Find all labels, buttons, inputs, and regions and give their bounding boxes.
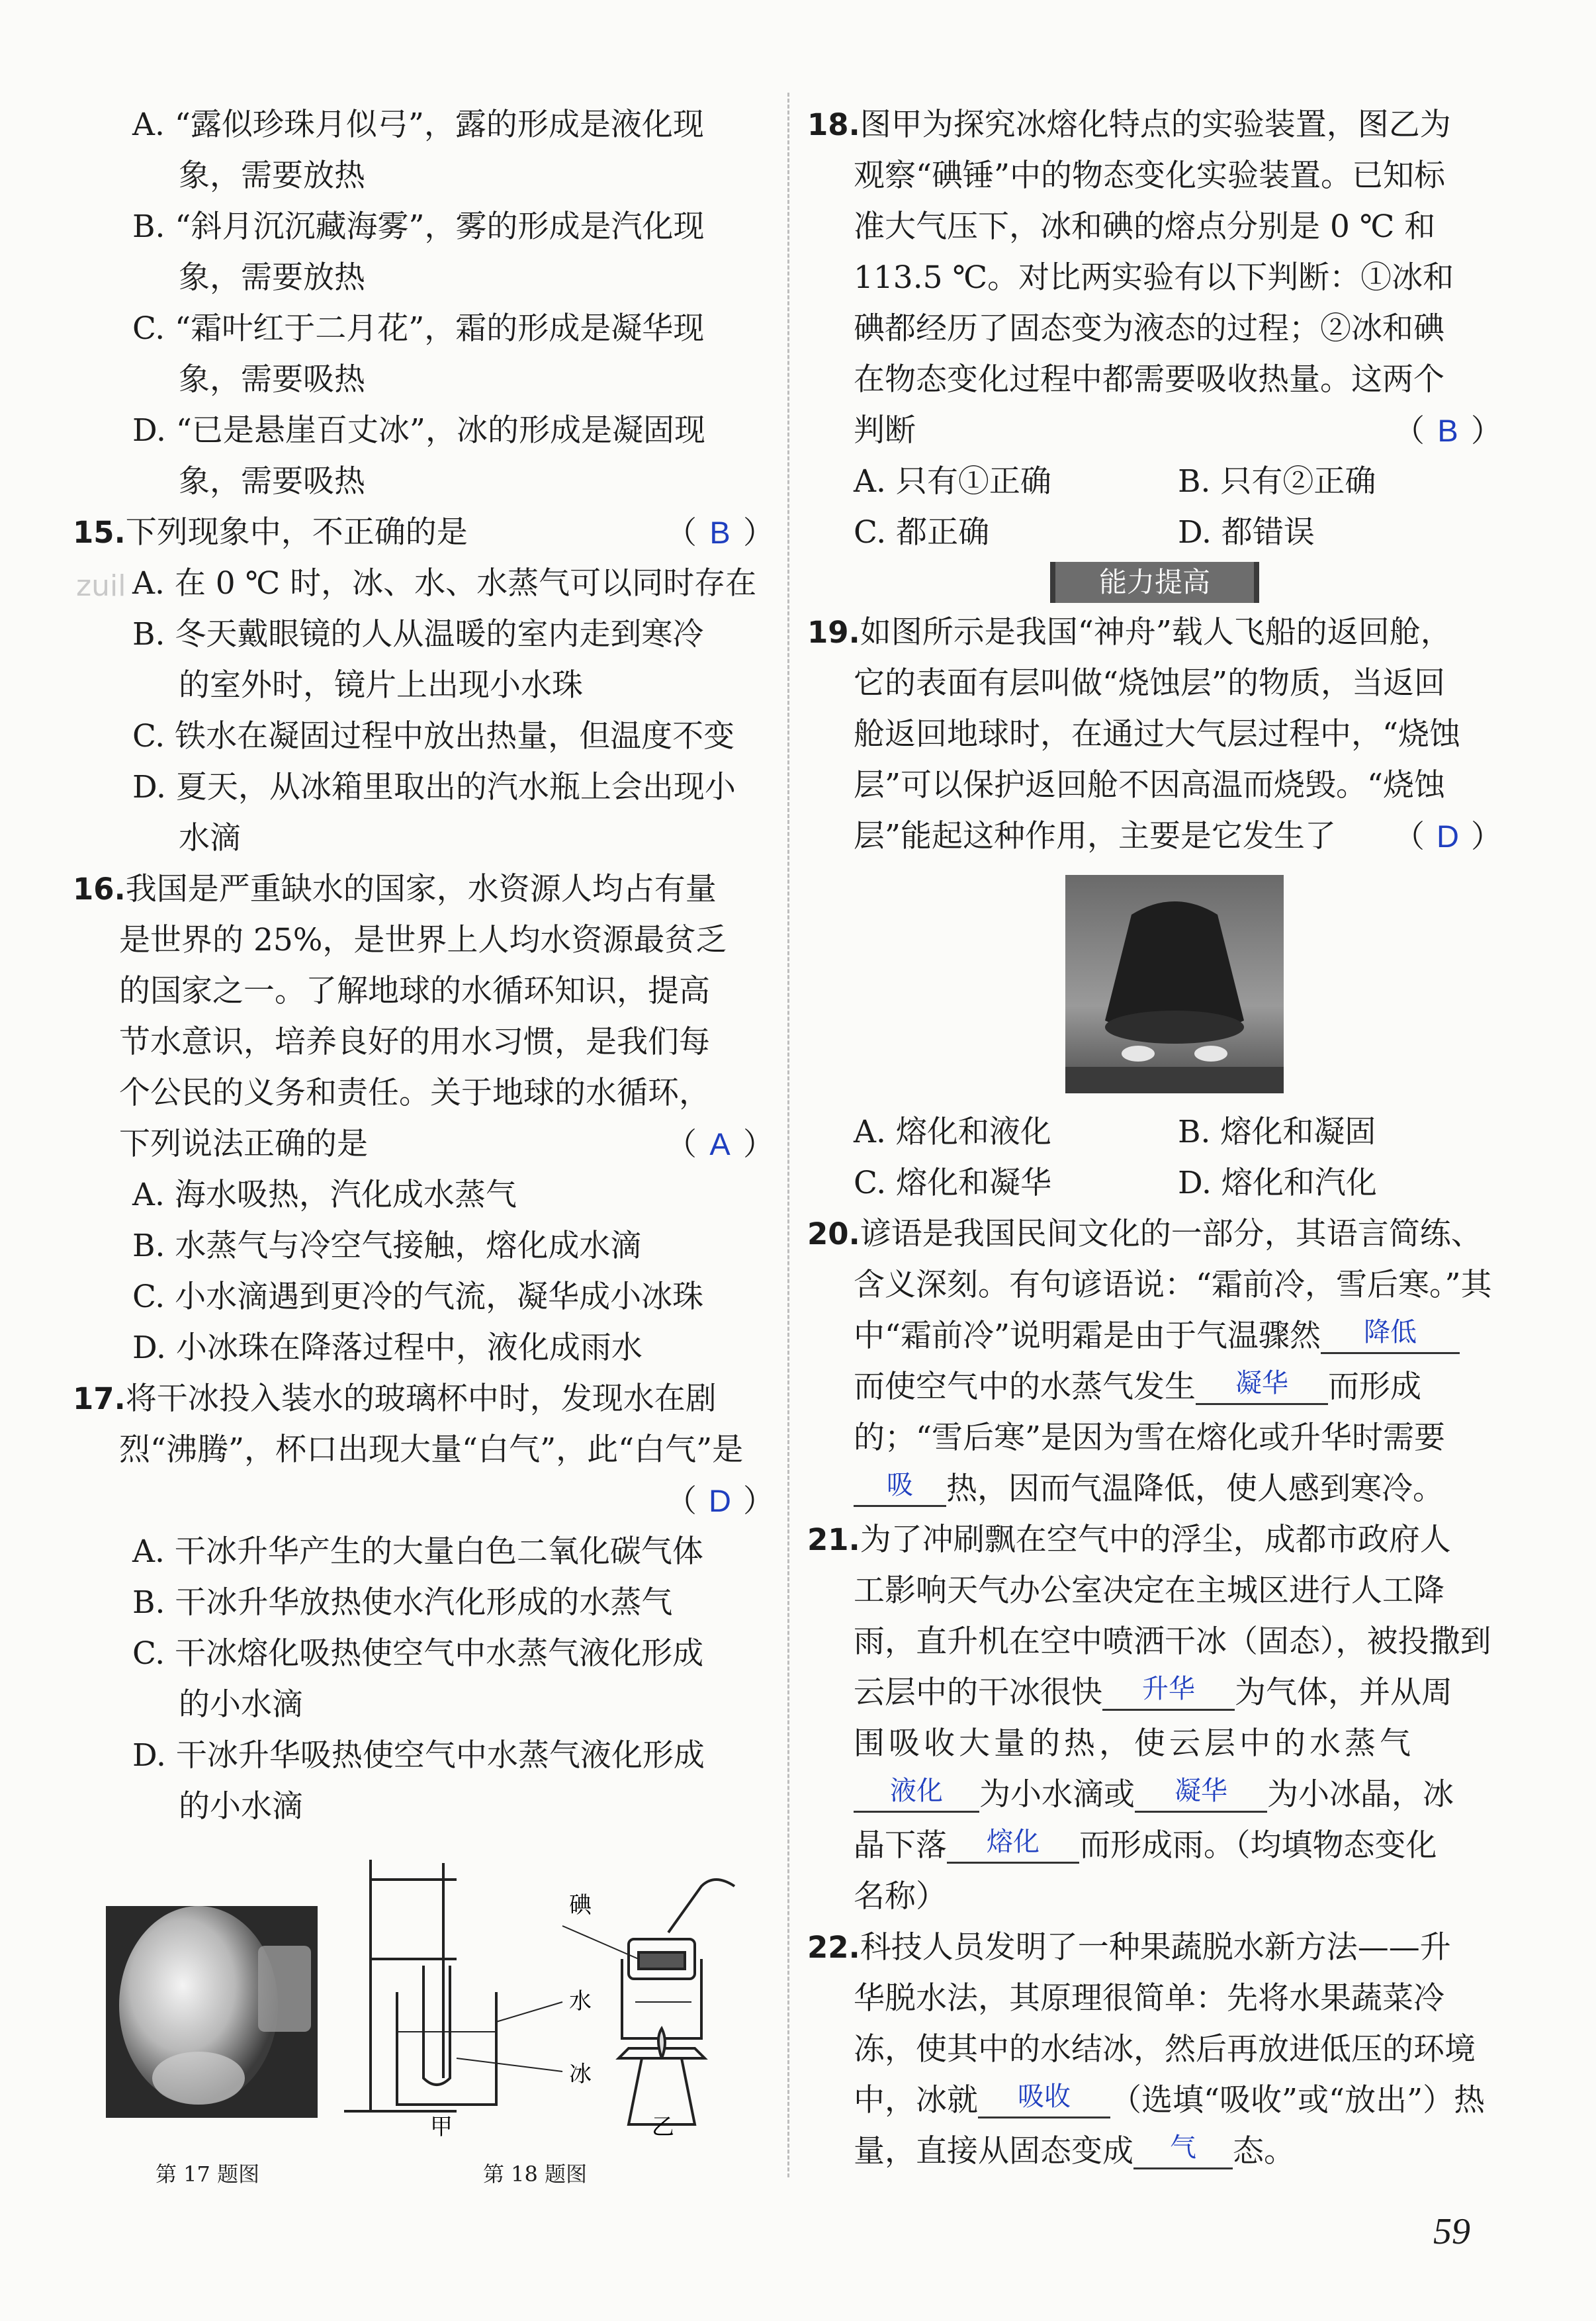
left-column bbox=[73, 99, 774, 1832]
q15-answer: （ B ） bbox=[666, 515, 774, 551]
q22-blank-2: 气 bbox=[1133, 2128, 1233, 2169]
question-18: 18.图甲为探究冰熔化特点的实验装置，图乙为 观察“碘锤”中的物态变化实验装置。已知标 准大气压下，冰和碘的熔点分别是 0 ℃ 和 113.5 ℃。对比两实验有以下判断：①冰和 碘都经历了固态变为液态的过程；②冰和碘 在物态变化过程中都需要吸收热量。这两个 判断 （ B ） A. 只有①正确 B. 只有②正确 C. 都正确 D. 都错误 bbox=[807, 99, 1502, 558]
right-column bbox=[807, 99, 1502, 2177]
q16-option-d: D. 小冰珠在降落过程中，液化成雨水 bbox=[132, 1330, 643, 1366]
q19-option-c: C. 熔化和凝华 bbox=[854, 1165, 1052, 1201]
page-number: 59 bbox=[1433, 2211, 1470, 2252]
q21-blank-2: 液化 bbox=[854, 1771, 979, 1813]
q15-option-a: A. 在 0 ℃ 时，冰、水、水蒸气可以同时存在 bbox=[132, 565, 757, 602]
q14-option-d: D. “已是悬崖百丈冰”，冰的形成是凝固现 bbox=[132, 412, 705, 449]
q18-option-a: A. 只有①正确 bbox=[854, 463, 1051, 500]
label-yi: 乙 bbox=[652, 2114, 674, 2138]
q16-option-b: B. 水蒸气与冷空气接触，熔化成水滴 bbox=[132, 1228, 642, 1264]
watermark: zuil bbox=[76, 569, 126, 603]
q19-answer: （ D ） bbox=[1394, 819, 1502, 855]
q21-blank-1: 升华 bbox=[1102, 1669, 1235, 1711]
question-21: 21.为了冲刷飘在空气中的浮尘，成都市政府人 工影响天气办公室决定在主城区进行人工降 雨，直升机在空中喷洒干冰（固态），被投撒到 云层中的干冰很快 升华 为气体，并从周 围吸收大量的热，使云层中的水蒸气 液化 为小水滴或 凝华 为小冰晶，冰 晶下落 熔化 而形成雨。（均填物态变化 名称） bbox=[807, 1522, 1491, 1915]
q14-option-a: A. “露似珍珠月似弓”，露的形成是液化现 bbox=[132, 107, 704, 143]
q19-option-a: A. 熔化和液化 bbox=[854, 1114, 1051, 1150]
q17-option-d: D. 干冰升华吸热使空气中水蒸气液化形成 bbox=[132, 1737, 705, 1774]
figure-18-apparatus bbox=[344, 1860, 774, 2138]
q20-blank-1: 降低 bbox=[1321, 1312, 1460, 1354]
q16-option-a: A. 海水吸热，汽化成水蒸气 bbox=[132, 1177, 517, 1213]
question-19: 19.如图所示是我国“神舟”载人飞船的返回舱， 它的表面有层叫做“烧蚀层”的物质，当返回 舱返回地球时，在通过大气层过程中，“烧蚀 层”可以保护返回舱不因高温而烧毁。“烧蚀 层”能起这种作用，主要是它发生了 （ D ） A. 熔化和液化 B. 熔化和凝固 C. 熔化和凝华 D. 熔化和汽化 bbox=[807, 607, 1502, 1208]
q17-stem: 17.将干冰投入装水的玻璃杯中时，发现水在剧 bbox=[73, 1381, 717, 1417]
q19-option-b: B. 熔化和凝固 bbox=[1178, 1114, 1376, 1150]
q18-answer: （ B ） bbox=[1394, 413, 1502, 449]
caption-fig17: 第 17 题图 bbox=[155, 2162, 260, 2187]
label-water: 水 bbox=[569, 1988, 592, 2015]
q15-option-c: C. 铁水在凝固过程中放出热量，但温度不变 bbox=[132, 718, 735, 754]
figure-17-dry-ice-photo bbox=[106, 1906, 318, 2118]
column-divider bbox=[787, 93, 789, 2177]
q20-blank-3: 吸 bbox=[854, 1465, 946, 1507]
q16-option-c: C. 小水滴遇到更冷的气流，凝华成小冰珠 bbox=[132, 1279, 704, 1315]
q18-option-b: B. 只有②正确 bbox=[1178, 463, 1376, 500]
q15-option-d: D. 夏天，从冰箱里取出的汽水瓶上会出现小 bbox=[132, 769, 736, 805]
q16-stem: 16.我国是严重缺水的国家，水资源人均占有量 bbox=[73, 871, 717, 907]
q17-option-b: B. 干冰升华放热使水汽化形成的水蒸气 bbox=[132, 1584, 673, 1621]
label-ice: 冰 bbox=[569, 2061, 592, 2087]
q17-option-c: C. 干冰熔化吸热使空气中水蒸气液化形成 bbox=[132, 1635, 704, 1672]
q18-stem: 18.图甲为探究冰熔化特点的实验装置，图乙为 bbox=[807, 107, 1451, 143]
q14-options: A. “露似珍珠月似弓”，露的形成是液化现 象，需要放热 B. “斜月沉沉藏海雾”，雾的形成是汽化现 象，需要放热 C. “霜叶红于二月花”，霜的形成是凝华现 象，需要吸热 D. “已是悬崖百丈冰”，冰的形成是凝固现 象，需要吸热 bbox=[73, 99, 774, 507]
q19-stem: 19.如图所示是我国“神舟”载人飞船的返回舱， bbox=[807, 614, 1452, 651]
q14-option-b: B. “斜月沉沉藏海雾”，雾的形成是汽化现 bbox=[132, 208, 705, 245]
question-20: 20.谚语是我国民间文化的一部分，其语言简练、 含义深刻。有句谚语说：“霜前冷，雪后寒。”其 中“霜前冷”说明霜是由于气温骤然 降低 而使空气中的水蒸气发生 凝华 而形成 的；“雪后寒”是因为雪在熔化或升华时需要 吸 热，因而气温降低，使人感到寒冷。 bbox=[807, 1216, 1492, 1507]
label-jia: 甲 bbox=[430, 2114, 453, 2138]
section-badge: 能力提高 bbox=[1050, 562, 1259, 603]
q20-blank-2: 凝华 bbox=[1196, 1363, 1328, 1405]
q18-option-d: D. 都错误 bbox=[1178, 514, 1315, 551]
q15-stem: 15.下列现象中，不正确的是 （ B ） bbox=[73, 507, 774, 558]
label-iodine: 碘 bbox=[569, 1892, 592, 1919]
caption-fig18: 第 18 题图 bbox=[483, 2162, 588, 2187]
q17-option-a: A. 干冰升华产生的大量白色二氧化碳气体 bbox=[132, 1533, 703, 1570]
q14-option-c: C. “霜叶红于二月花”，霜的形成是凝华现 bbox=[132, 310, 705, 347]
question-17: 17.将干冰投入装水的玻璃杯中时，发现水在剧 烈“沸腾”，杯口出现大量“白气”，此“白气”是 （ D ） A. 干冰升华产生的大量白色二氧化碳气体 B. 干冰升华放热使水汽化形成的水蒸气 C. 干冰熔化吸热使空气中水蒸气液化形成 的小水滴 D. 干冰升华吸热使空气中水蒸气液化形成 的小水滴 bbox=[73, 1373, 774, 1832]
q22-blank-1: 吸收 bbox=[978, 2077, 1110, 2118]
return-capsule-photo bbox=[1065, 875, 1284, 1093]
question-22: 22.科技人员发明了一种果蔬脱水新方法——升 华脱水法，其原理很简单：先将水果蔬菜冷 冻，使其中的水结冰，然后再放进低压的环境 中，冰就 吸收 （选填“吸收”或“放出”）热 量，直接从固态变成 气 态。 bbox=[807, 1929, 1485, 2169]
q16-answer: （ A ） bbox=[666, 1126, 774, 1163]
question-15: 15.下列现象中，不正确的是 （ B ） A. 在 0 ℃ 时，冰、水、水蒸气可以同时存在 B. 冬天戴眼镜的人从温暖的室内走到寒冷 的室外时，镜片上出现小水珠 C. 铁水在凝固过程中放出热量，但温度不变 D. 夏天，从冰箱里取出的汽水瓶上会出现小 水滴 bbox=[73, 507, 774, 864]
q15-option-b: B. 冬天戴眼镜的人从温暖的室内走到寒冷 bbox=[132, 616, 704, 653]
q21-blank-3: 凝华 bbox=[1135, 1771, 1267, 1813]
q19-option-d: D. 熔化和汽化 bbox=[1178, 1165, 1377, 1201]
q17-answer: （ D ） bbox=[666, 1483, 774, 1520]
q18-option-c: C. 都正确 bbox=[854, 514, 990, 551]
question-16: 16.我国是严重缺水的国家，水资源人均占有量 是世界的 25%，是世界上人均水资源最贫乏 的国家之一。了解地球的水循环知识，提高 节水意识，培养良好的用水习惯，是我们每 个公民的义务和责任。关于地球的水循环， 下列说法正确的是 （ A ） A. 海水吸热，汽化成水蒸气 B. 水蒸气与冷空气接触，熔化成水滴 C. 小水滴遇到更冷的气流，凝华成小冰珠 D. 小冰珠在降落过程中，液化成雨水 bbox=[73, 864, 774, 1373]
q21-blank-4: 熔化 bbox=[947, 1822, 1079, 1864]
